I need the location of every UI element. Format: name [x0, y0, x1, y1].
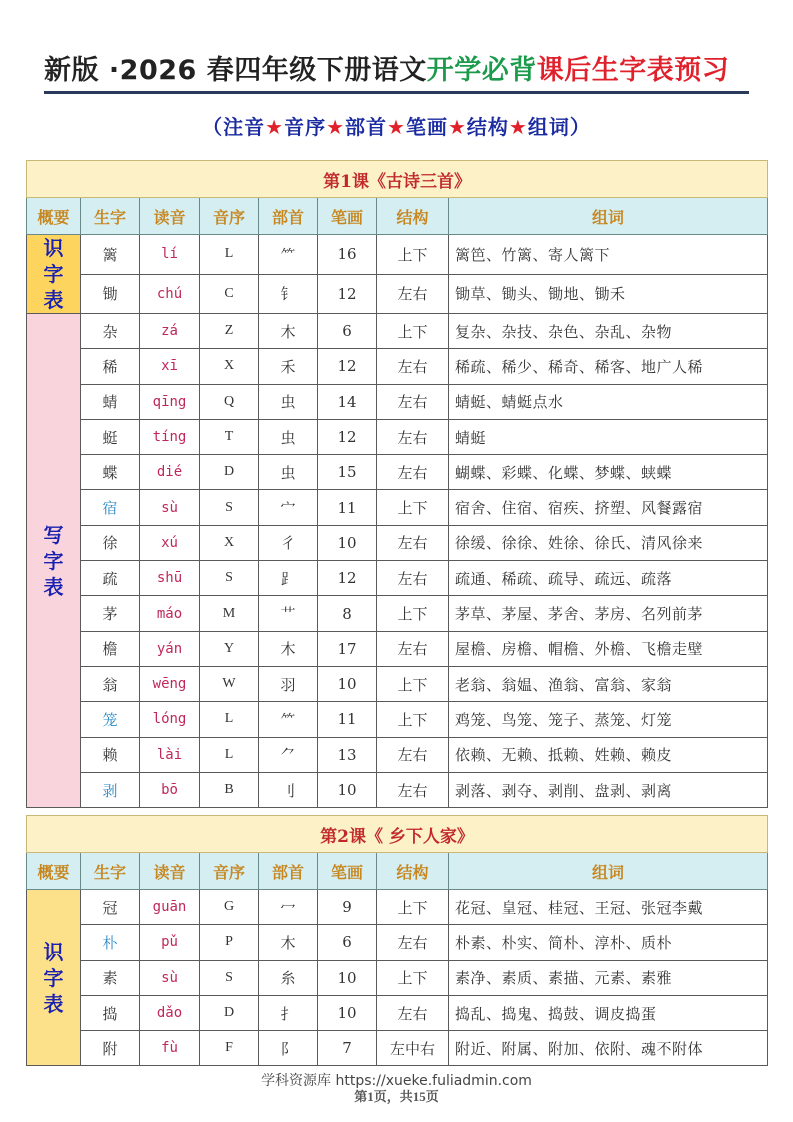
- words-cell: 老翁、翁媪、渔翁、富翁、家翁: [449, 666, 768, 701]
- subtitle-item: 结构: [466, 115, 509, 139]
- structure-cell: 左右: [377, 274, 449, 314]
- initial-cell: W: [200, 666, 259, 701]
- category-cell: [27, 235, 81, 314]
- table-row: [27, 384, 768, 419]
- structure-cell: 左右: [377, 561, 449, 596]
- structure-cell: 左右: [377, 925, 449, 960]
- table-row: [27, 960, 768, 995]
- words-cell: 茅草、茅屋、茅舍、茅房、名列前茅: [449, 596, 768, 631]
- pinyin-cell: guān: [140, 890, 200, 925]
- subtitle: [0, 111, 793, 140]
- col-header-words: 组词: [449, 853, 768, 890]
- radical-cell: 阝: [259, 1031, 318, 1066]
- strokes-cell: 12: [318, 419, 377, 454]
- initial-cell: Y: [200, 631, 259, 666]
- words-cell: 锄草、锄头、锄地、锄禾: [449, 274, 768, 314]
- pinyin-cell: yán: [140, 631, 200, 666]
- star-icon: ★: [326, 115, 346, 139]
- structure-cell: 左右: [377, 772, 449, 807]
- pinyin-cell: shū: [140, 561, 200, 596]
- table-row: [27, 631, 768, 666]
- col-header-words: 组词: [449, 198, 768, 235]
- char-cell: 稀: [81, 349, 140, 384]
- pinyin-cell: xú: [140, 525, 200, 560]
- strokes-cell: 10: [318, 525, 377, 560]
- words-cell: 依赖、无赖、抵赖、姓赖、赖皮: [449, 737, 768, 772]
- col-header-radical: 部首: [259, 198, 318, 235]
- category-cell: [27, 890, 81, 1066]
- structure-cell: 上下: [377, 666, 449, 701]
- table-row: [27, 455, 768, 490]
- structure-cell: 上下: [377, 960, 449, 995]
- lesson-2-table: [26, 815, 768, 1066]
- pinyin-cell: lí: [140, 235, 200, 275]
- pinyin-cell: fù: [140, 1031, 200, 1066]
- table-row: [27, 490, 768, 525]
- table-row: [27, 561, 768, 596]
- col-header-strokes: 笔画: [318, 853, 377, 890]
- radical-cell: ⺈: [259, 737, 318, 772]
- radical-cell: 木: [259, 631, 318, 666]
- words-cell: 鸡笼、鸟笼、笼子、蒸笼、灯笼: [449, 702, 768, 737]
- char-cell: 素: [81, 960, 140, 995]
- col-header-structure: 结构: [377, 198, 449, 235]
- pinyin-cell: máo: [140, 596, 200, 631]
- radical-cell: 艹: [259, 596, 318, 631]
- radical-cell: 虫: [259, 419, 318, 454]
- words-cell: 屋檐、房檐、帽檐、外檐、飞檐走壁: [449, 631, 768, 666]
- words-cell: 附近、附属、附加、依附、魂不附体: [449, 1031, 768, 1066]
- radical-cell: 木: [259, 314, 318, 349]
- char-cell: 附: [81, 1031, 140, 1066]
- initial-cell: Q: [200, 384, 259, 419]
- char-cell: 徐: [81, 525, 140, 560]
- table-row: [27, 314, 768, 349]
- strokes-cell: 10: [318, 772, 377, 807]
- strokes-cell: 6: [318, 314, 377, 349]
- col-header-pinyin: 读音: [140, 853, 200, 890]
- initial-cell: Z: [200, 314, 259, 349]
- category-cell: [27, 314, 81, 808]
- words-cell: 篱笆、竹篱、寄人篱下: [449, 235, 768, 275]
- lesson-1-table: [26, 160, 768, 808]
- initial-cell: L: [200, 235, 259, 275]
- initial-cell: S: [200, 490, 259, 525]
- initial-cell: X: [200, 525, 259, 560]
- table-row: [27, 666, 768, 701]
- initial-cell: F: [200, 1031, 259, 1066]
- category-char: 表: [43, 574, 64, 599]
- radical-cell: 羽: [259, 666, 318, 701]
- structure-cell: 上下: [377, 235, 449, 275]
- char-cell: 锄: [81, 274, 140, 314]
- char-cell: 冠: [81, 890, 140, 925]
- words-cell: 稀疏、稀少、稀奇、稀客、地广人稀: [449, 349, 768, 384]
- pinyin-cell: dié: [140, 455, 200, 490]
- words-cell: 蜻蜓: [449, 419, 768, 454]
- pinyin-cell: xī: [140, 349, 200, 384]
- radical-cell: 钅: [259, 274, 318, 314]
- pinyin-cell: lài: [140, 737, 200, 772]
- initial-cell: M: [200, 596, 259, 631]
- pinyin-cell: sù: [140, 490, 200, 525]
- strokes-cell: 14: [318, 384, 377, 419]
- structure-cell: 左右: [377, 384, 449, 419]
- table-row: [27, 525, 768, 560]
- words-cell: 花冠、皇冠、桂冠、王冠、张冠李戴: [449, 890, 768, 925]
- pinyin-cell: sù: [140, 960, 200, 995]
- strokes-cell: 9: [318, 890, 377, 925]
- col-header-char: 生字: [81, 198, 140, 235]
- initial-cell: T: [200, 419, 259, 454]
- strokes-cell: 8: [318, 596, 377, 631]
- col-header-summary: 概要: [27, 853, 81, 890]
- strokes-cell: 11: [318, 490, 377, 525]
- pinyin-cell: lóng: [140, 702, 200, 737]
- radical-cell: 彳: [259, 525, 318, 560]
- table-row: [27, 995, 768, 1030]
- radical-cell: 宀: [259, 490, 318, 525]
- table-row: [27, 925, 768, 960]
- words-cell: 复杂、杂技、杂色、杂乱、杂物: [449, 314, 768, 349]
- pinyin-cell: dǎo: [140, 995, 200, 1030]
- pinyin-cell: chú: [140, 274, 200, 314]
- radical-cell: 虫: [259, 384, 318, 419]
- radical-cell: 禾: [259, 349, 318, 384]
- char-cell: 翁: [81, 666, 140, 701]
- category-char: 字: [43, 262, 64, 286]
- strokes-cell: 7: [318, 1031, 377, 1066]
- char-cell: 蝶: [81, 455, 140, 490]
- title-red: 课后生字表预习: [536, 55, 730, 86]
- words-cell: 蜻蜓、蜻蜓点水: [449, 384, 768, 419]
- table-row: [27, 702, 768, 737]
- category-char: 写: [43, 522, 64, 547]
- structure-cell: 左右: [377, 631, 449, 666]
- structure-cell: 左右: [377, 349, 449, 384]
- radical-cell: 冖: [259, 890, 318, 925]
- pinyin-cell: zá: [140, 314, 200, 349]
- table-row: [27, 772, 768, 807]
- strokes-cell: 12: [318, 349, 377, 384]
- initial-cell: B: [200, 772, 259, 807]
- table-row: [27, 235, 768, 275]
- structure-cell: 左右: [377, 419, 449, 454]
- char-cell: 篱: [81, 235, 140, 275]
- char-cell: 朴: [81, 925, 140, 960]
- structure-cell: 上下: [377, 314, 449, 349]
- table-row: [27, 349, 768, 384]
- table-row: [27, 596, 768, 631]
- pinyin-cell: pǔ: [140, 925, 200, 960]
- table-header-row: [27, 853, 768, 890]
- initial-cell: G: [200, 890, 259, 925]
- char-cell: 蜓: [81, 419, 140, 454]
- structure-cell: 左右: [377, 737, 449, 772]
- title-main: 新版 ·2026 春四年级下册语文: [44, 55, 427, 86]
- pinyin-cell: bō: [140, 772, 200, 807]
- initial-cell: P: [200, 925, 259, 960]
- subtitle-item: 部首: [345, 115, 388, 139]
- words-cell: 徐缓、徐徐、姓徐、徐氏、清风徐来: [449, 525, 768, 560]
- strokes-cell: 17: [318, 631, 377, 666]
- strokes-cell: 16: [318, 235, 377, 275]
- star-icon: ★: [387, 115, 406, 139]
- lesson-title-row: [27, 161, 768, 198]
- initial-cell: C: [200, 274, 259, 314]
- radical-cell: 刂: [259, 772, 318, 807]
- col-header-initial: 音序: [200, 853, 259, 890]
- lesson-title-row: [27, 816, 768, 853]
- pinyin-cell: qīng: [140, 384, 200, 419]
- pinyin-cell: wēng: [140, 666, 200, 701]
- star-icon: ★: [265, 115, 285, 139]
- subtitle-paren-open: （: [202, 115, 224, 139]
- words-cell: 朴素、朴实、简朴、淳朴、质朴: [449, 925, 768, 960]
- char-cell: 笼: [81, 702, 140, 737]
- char-cell: 檐: [81, 631, 140, 666]
- strokes-cell: 10: [318, 960, 377, 995]
- structure-cell: 上下: [377, 702, 449, 737]
- char-cell: 蜻: [81, 384, 140, 419]
- initial-cell: X: [200, 349, 259, 384]
- radical-cell: ⺮: [259, 235, 318, 275]
- category-char: 表: [43, 288, 64, 312]
- category-char: 识: [43, 939, 64, 964]
- table-row: [27, 890, 768, 925]
- title-green: 开学必背: [426, 55, 537, 86]
- page-title: [44, 52, 749, 96]
- radical-cell: 木: [259, 925, 318, 960]
- words-cell: 捣乱、捣鬼、捣鼓、调皮捣蛋: [449, 995, 768, 1030]
- lesson-title: 第2课《 乡下人家》: [27, 816, 768, 853]
- strokes-cell: 11: [318, 702, 377, 737]
- radical-cell: ⻊: [259, 561, 318, 596]
- structure-cell: 上下: [377, 490, 449, 525]
- initial-cell: D: [200, 995, 259, 1030]
- words-cell: 蝴蝶、彩蝶、化蝶、梦蝶、蛱蝶: [449, 455, 768, 490]
- category-char: 字: [43, 965, 64, 990]
- char-cell: 茅: [81, 596, 140, 631]
- initial-cell: S: [200, 960, 259, 995]
- char-cell: 赖: [81, 737, 140, 772]
- words-cell: 宿舍、住宿、宿疾、挤塑、风餐露宿: [449, 490, 768, 525]
- footer-page-number: 第1页，共15页: [354, 1089, 439, 1104]
- lesson-title: 第1课《古诗三首》: [27, 161, 768, 198]
- subtitle-item: 笔画: [405, 115, 448, 139]
- strokes-cell: 13: [318, 737, 377, 772]
- structure-cell: 左中右: [377, 1031, 449, 1066]
- structure-cell: 上下: [377, 890, 449, 925]
- col-header-radical: 部首: [259, 853, 318, 890]
- char-cell: 宿: [81, 490, 140, 525]
- words-cell: 疏通、稀疏、疏导、疏远、疏落: [449, 561, 768, 596]
- table-row: [27, 274, 768, 314]
- subtitle-paren-close: ）: [569, 115, 591, 139]
- char-cell: 剥: [81, 772, 140, 807]
- col-header-summary: 概要: [27, 198, 81, 235]
- structure-cell: 上下: [377, 596, 449, 631]
- subtitle-item: 音序: [284, 115, 327, 139]
- col-header-strokes: 笔画: [318, 198, 377, 235]
- subtitle-item: 组词: [527, 115, 570, 139]
- category-char: 字: [43, 548, 64, 573]
- table-header-row: [27, 198, 768, 235]
- star-icon: ★: [508, 115, 528, 139]
- radical-cell: 糸: [259, 960, 318, 995]
- strokes-cell: 12: [318, 561, 377, 596]
- char-cell: 疏: [81, 561, 140, 596]
- words-cell: 素净、素质、素描、元素、素雅: [449, 960, 768, 995]
- strokes-cell: 10: [318, 995, 377, 1030]
- table-row: [27, 1031, 768, 1066]
- initial-cell: S: [200, 561, 259, 596]
- radical-cell: 虫: [259, 455, 318, 490]
- char-cell: 杂: [81, 314, 140, 349]
- star-icon: ★: [447, 115, 467, 139]
- char-cell: 捣: [81, 995, 140, 1030]
- title-underline: [44, 91, 749, 94]
- words-cell: 剥落、剥夺、剥削、盘剥、剥离: [449, 772, 768, 807]
- col-header-initial: 音序: [200, 198, 259, 235]
- col-header-char: 生字: [81, 853, 140, 890]
- strokes-cell: 15: [318, 455, 377, 490]
- table-row: [27, 737, 768, 772]
- initial-cell: L: [200, 737, 259, 772]
- strokes-cell: 6: [318, 925, 377, 960]
- radical-cell: 扌: [259, 995, 318, 1030]
- strokes-cell: 12: [318, 274, 377, 314]
- structure-cell: 左右: [377, 995, 449, 1030]
- initial-cell: D: [200, 455, 259, 490]
- category-char: 表: [43, 991, 64, 1016]
- structure-cell: 左右: [377, 525, 449, 560]
- category-char: 识: [43, 236, 64, 260]
- pinyin-cell: tíng: [140, 419, 200, 454]
- col-header-structure: 结构: [377, 853, 449, 890]
- col-header-pinyin: 读音: [140, 198, 200, 235]
- footer-source-link[interactable]: 学科资源库 https://xueke.fuliadmin.com: [261, 1073, 532, 1089]
- table-row: [27, 419, 768, 454]
- strokes-cell: 10: [318, 666, 377, 701]
- subtitle-item: 注音: [223, 115, 266, 139]
- radical-cell: ⺮: [259, 702, 318, 737]
- structure-cell: 左右: [377, 455, 449, 490]
- initial-cell: L: [200, 702, 259, 737]
